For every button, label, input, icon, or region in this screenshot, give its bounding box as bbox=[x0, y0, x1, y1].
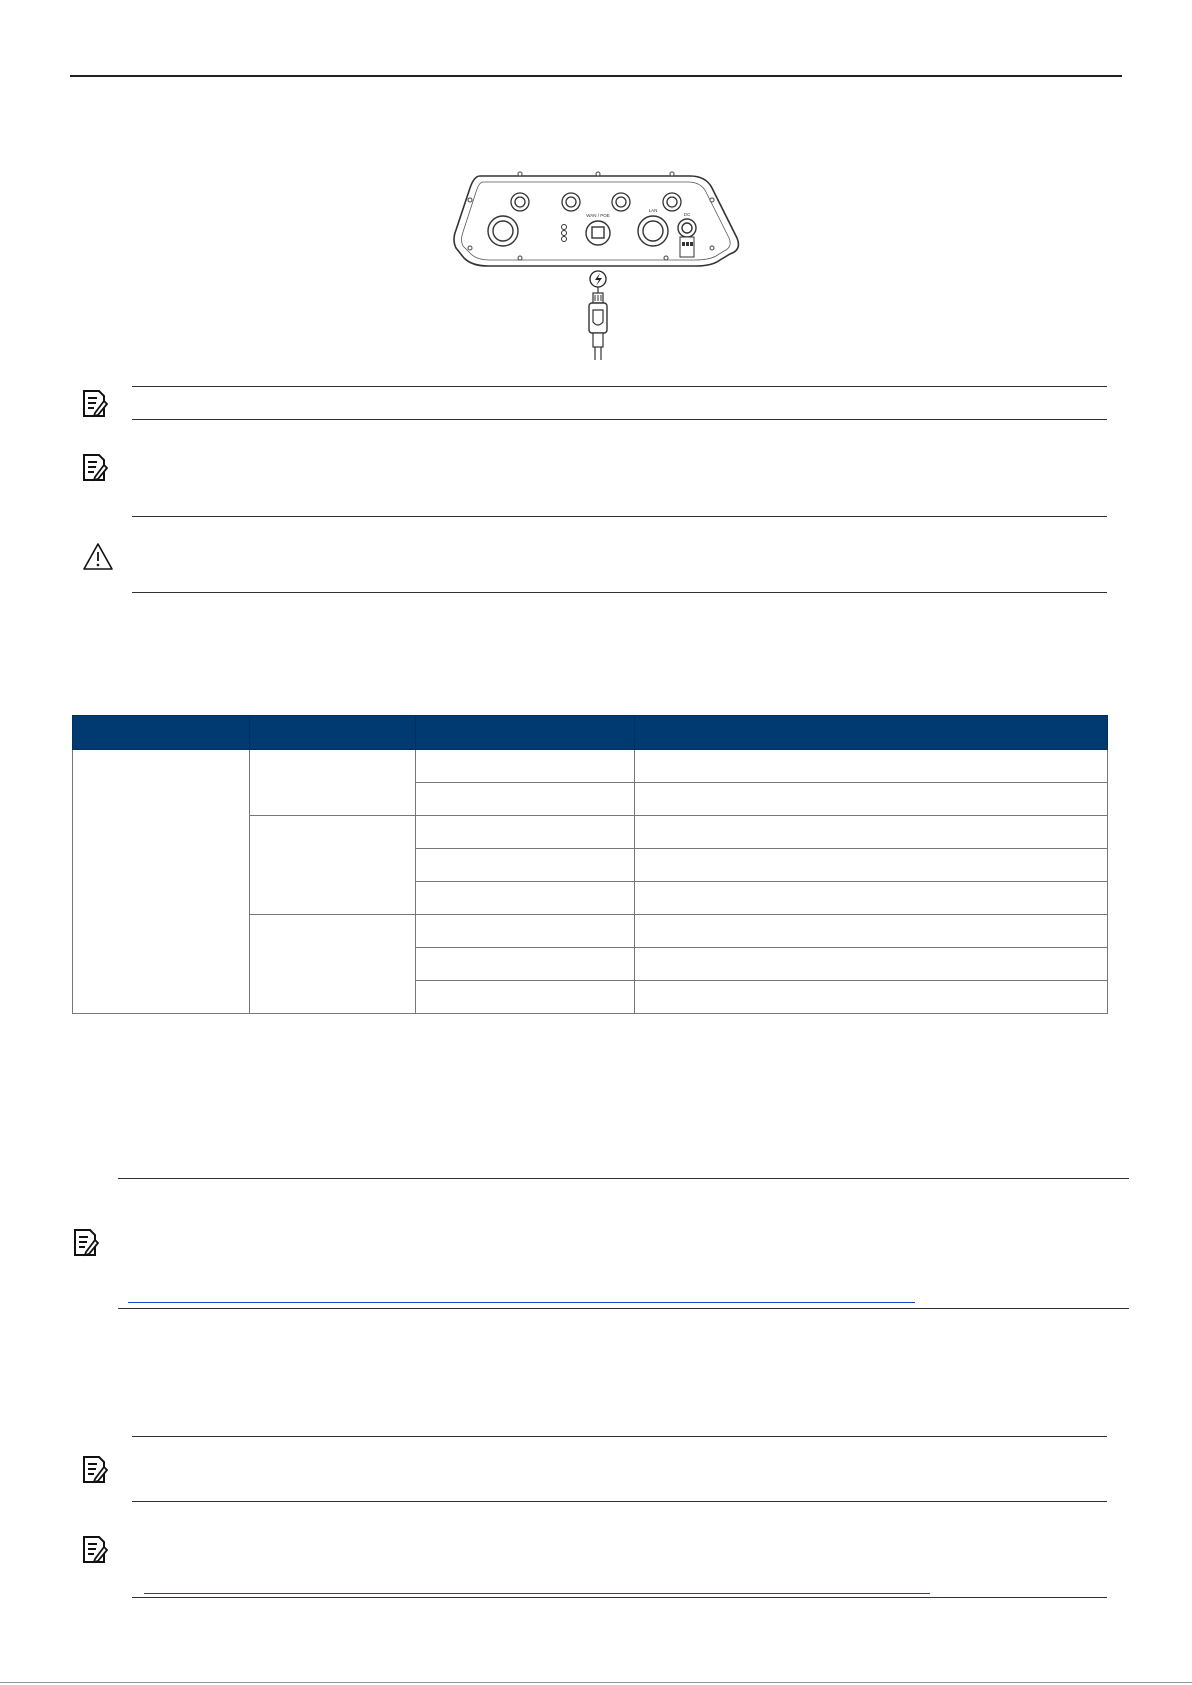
note-bottom-rule bbox=[132, 1597, 1107, 1598]
table-cell bbox=[635, 948, 1108, 981]
warning-bottom-rule bbox=[132, 592, 1107, 593]
page-header-rule bbox=[70, 75, 1122, 77]
table-cell bbox=[416, 849, 635, 882]
note-bottom-rule bbox=[118, 1308, 1129, 1309]
table-cell bbox=[635, 915, 1108, 948]
port-label-dc: DC bbox=[683, 212, 691, 217]
note-pencil-icon bbox=[82, 453, 108, 483]
table-cell bbox=[416, 915, 635, 948]
table-cell bbox=[635, 783, 1108, 816]
hyperlink-underline[interactable] bbox=[144, 1593, 930, 1594]
table-header-cell bbox=[635, 716, 1108, 750]
table-cell bbox=[416, 882, 635, 915]
note-top-rule bbox=[132, 1436, 1107, 1437]
note-top-rule bbox=[118, 1178, 1129, 1179]
note-pencil-icon bbox=[82, 389, 108, 419]
table-cell bbox=[635, 882, 1108, 915]
note-pencil-icon bbox=[82, 1535, 108, 1565]
warning-triangle-icon bbox=[82, 542, 114, 572]
table-subgroup-cell bbox=[250, 816, 416, 915]
port-label-lan: LAN bbox=[648, 208, 658, 213]
note-pencil-icon bbox=[73, 1228, 99, 1258]
table-cell bbox=[416, 750, 635, 783]
table-cell bbox=[635, 816, 1108, 849]
table-row bbox=[73, 750, 1108, 783]
table-subgroup-cell bbox=[250, 750, 416, 816]
note-divider bbox=[132, 1501, 1107, 1502]
table-cell bbox=[416, 981, 635, 1014]
table-subgroup-cell bbox=[250, 915, 416, 1014]
table-header-row bbox=[73, 716, 1108, 750]
hyperlink-underline[interactable] bbox=[128, 1302, 915, 1303]
table-cell bbox=[635, 849, 1108, 882]
note-top-rule bbox=[132, 386, 1107, 387]
table-cell bbox=[416, 948, 635, 981]
device-port-panel-illustration bbox=[450, 170, 750, 365]
table-cell bbox=[416, 816, 635, 849]
table-header-cell bbox=[416, 716, 635, 750]
table-group-cell bbox=[73, 750, 250, 1014]
page-footer-rule bbox=[0, 1682, 1192, 1683]
table-cell bbox=[635, 981, 1108, 1014]
note-divider bbox=[132, 516, 1107, 517]
note-pencil-icon bbox=[82, 1455, 108, 1485]
note-divider bbox=[132, 419, 1107, 420]
table-cell bbox=[416, 783, 635, 816]
table-header-cell bbox=[250, 716, 416, 750]
table-header-cell bbox=[73, 716, 250, 750]
port-label-wan: WAN / POE bbox=[586, 213, 610, 218]
table-cell bbox=[635, 750, 1108, 783]
spec-table bbox=[72, 715, 1108, 1014]
